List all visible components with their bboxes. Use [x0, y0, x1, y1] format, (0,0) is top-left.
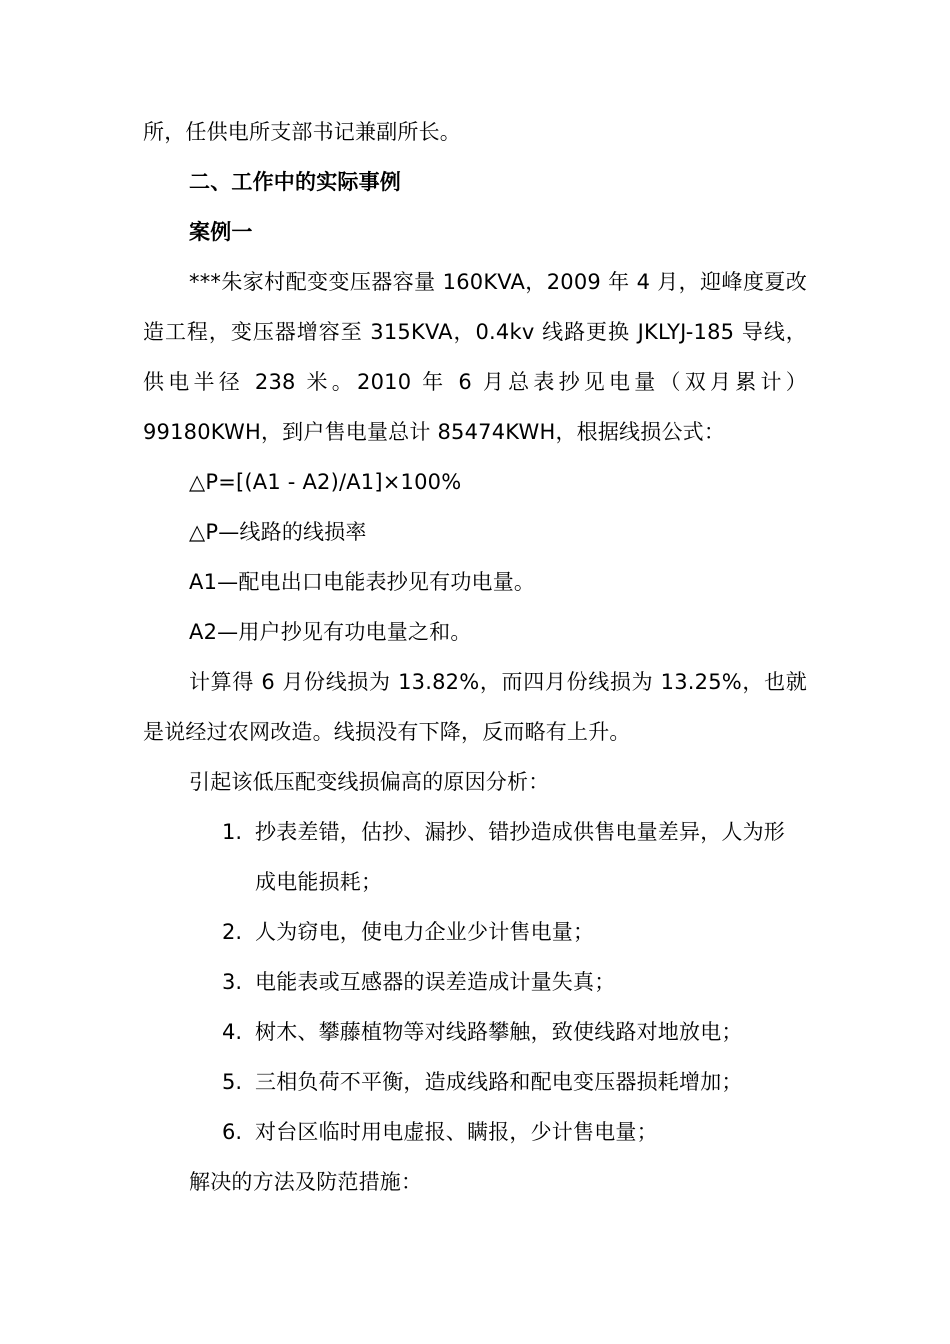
list-item-number: 2. [222, 920, 243, 944]
list-item-text: 对台区临时用电虚报、瞒报，少计售电量； [255, 1120, 658, 1144]
list-item-number: 6. [222, 1120, 243, 1144]
list-item-text: 抄表差错，估抄、漏抄、错抄造成供售电量差异，人为形 [255, 820, 785, 844]
definition-delta-p: △P—线路的线损率 [189, 520, 367, 544]
calculation-line-2: 是说经过农网改造。线损没有下降，反而略有上升。 [143, 720, 631, 744]
definition-a2: A2—用户抄见有功电量之和。 [189, 620, 472, 644]
list-item-number: 5. [222, 1070, 243, 1094]
definition-a1: A1—配电出口电能表抄见有功电量。 [189, 570, 536, 594]
formula: △P=[(A1 - A2)/A1]×100% [189, 470, 462, 494]
list-item-text: 三相负荷不平衡，造成线路和配电变压器损耗增加； [255, 1070, 743, 1094]
list-item-text-continuation: 成电能损耗； [255, 870, 383, 894]
list-item-number: 3. [222, 970, 243, 994]
case-paragraph-line-2: 造工程，变压器增容至 315KVA，0.4kv 线路更换 JKLYJ-185 导线， [143, 320, 807, 344]
case-paragraph-line-3: 供电半径 238 米。2010 年 6 月总表抄见电量（双月累计） [143, 370, 807, 394]
calculation-line-1: 计算得 6 月份线损为 13.82%，而四月份线损为 13.25%，也就 [189, 670, 807, 694]
solution-title: 解决的方法及防范措施： [189, 1170, 423, 1194]
paragraph-continuation: 所，任供电所支部书记兼副所长。 [143, 120, 461, 144]
list-item-text: 树木、攀藤植物等对线路攀触，致使线路对地放电； [255, 1020, 743, 1044]
case-paragraph-line-1: ***朱家村配变变压器容量 160KVA，2009 年 4 月，迎峰度夏改 [189, 270, 807, 294]
analysis-title: 引起该低压配变线损偏高的原因分析： [189, 770, 550, 794]
list-item-text: 人为窃电，使电力企业少计售电量； [255, 920, 595, 944]
case-paragraph-line-4: 99180KWH，到户售电量总计 85474KWH，根据线损公式： [143, 420, 726, 444]
list-item-text: 电能表或互感器的误差造成计量失真； [255, 970, 616, 994]
case-heading: 案例一 [189, 220, 253, 244]
list-item-number: 1. [222, 820, 243, 844]
section-heading: 二、工作中的实际事例 [189, 170, 401, 194]
list-item-number: 4. [222, 1020, 243, 1044]
